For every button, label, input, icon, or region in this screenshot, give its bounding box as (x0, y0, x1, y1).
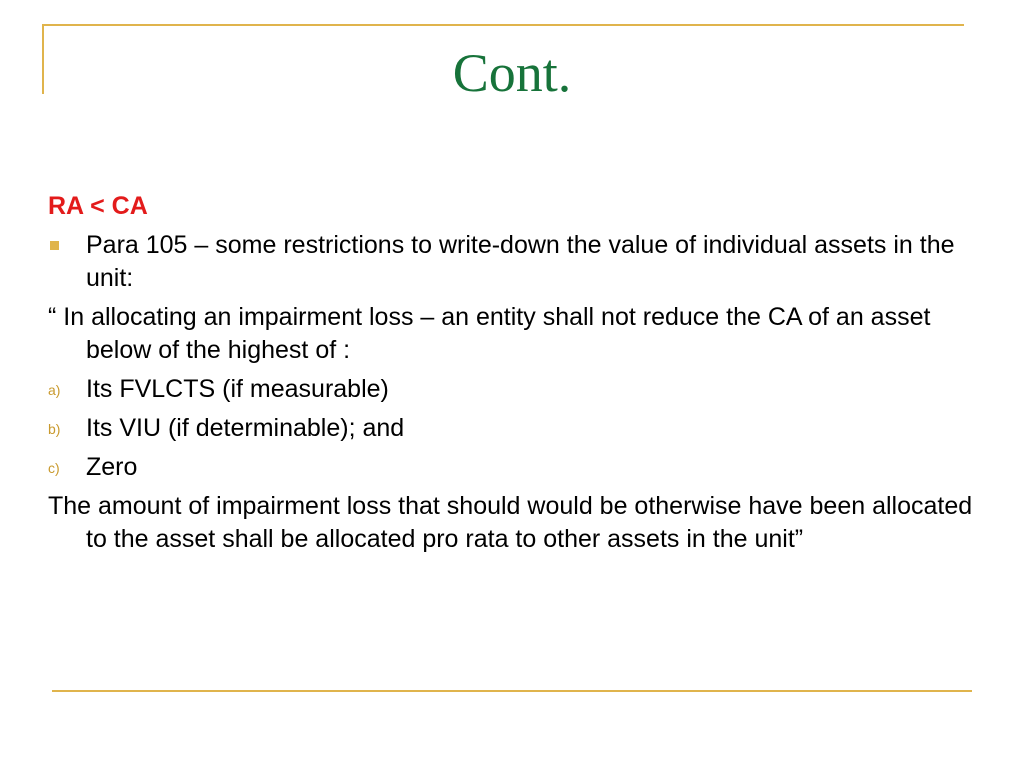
frame-bottom-rule (52, 690, 972, 692)
closing-paragraph: The amount of impairment loss that should would be otherwise have been allocated to the asset shall be allocated pro rata to other assets in the unit” (48, 492, 973, 553)
list-marker: a) (48, 382, 61, 398)
bullet-text: Para 105 – some restrictions to write-down the value of individual assets in the unit: (86, 231, 955, 292)
bullet-paragraph (48, 229, 988, 295)
square-bullet-icon (50, 241, 59, 250)
list-item-b (48, 412, 988, 445)
list-item-text: Zero (86, 453, 138, 481)
slide-body (48, 190, 988, 562)
list-marker: c) (48, 460, 60, 476)
frame-top-rule (42, 24, 964, 26)
section-heading: RA < CA (48, 192, 148, 220)
list-item-c (48, 451, 988, 484)
list-item-a (48, 373, 988, 406)
list-marker: b) (48, 421, 61, 437)
list-item-text: Its VIU (if determinable); and (86, 414, 405, 442)
list-item-text: Its FVLCTS (if measurable) (86, 375, 389, 403)
quote-paragraph: “ In allocating an impairment loss – an entity shall not reduce the CA of an asset below of the highest of : (48, 303, 931, 364)
slide-title: Cont. (452, 43, 572, 103)
